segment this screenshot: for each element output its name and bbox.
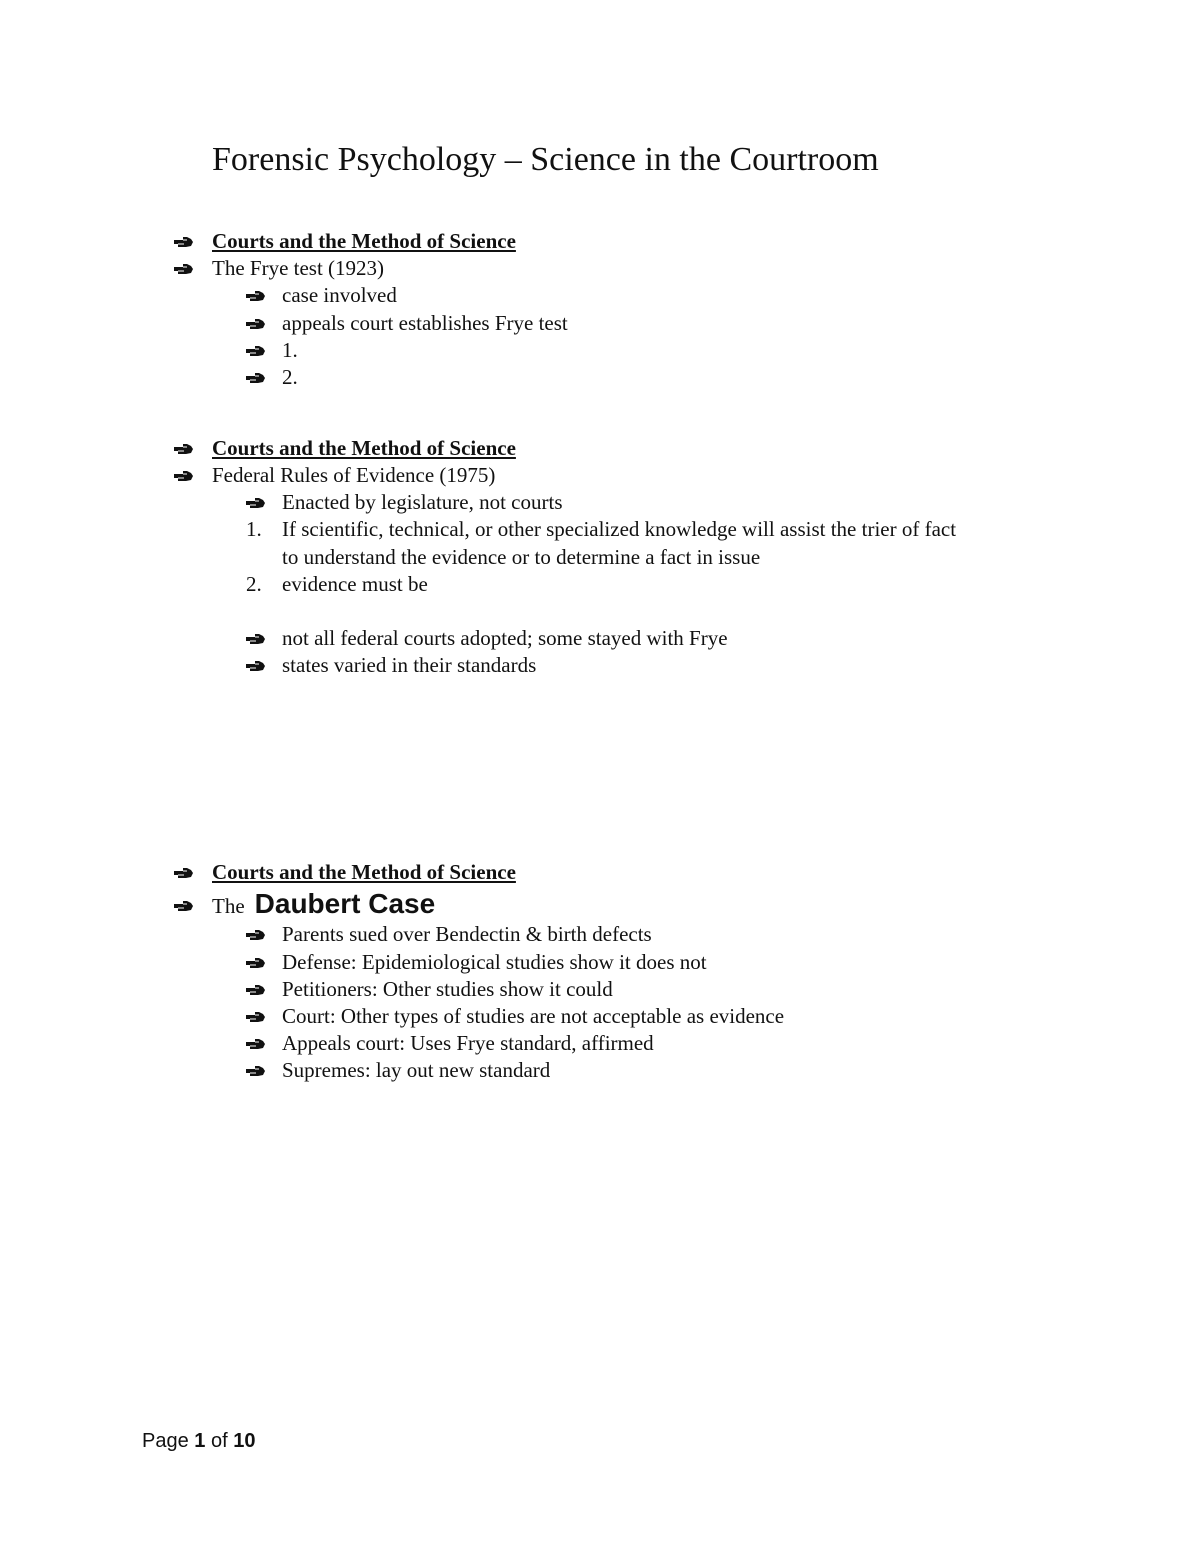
pointing-hand-icon	[246, 371, 266, 385]
pointing-hand-icon	[246, 659, 266, 673]
pointing-hand-icon	[246, 317, 266, 331]
item-number: 2.	[246, 572, 262, 596]
list-item: not all federal courts adopted; some stayed with Frye	[282, 625, 728, 652]
pointing-hand-icon	[246, 344, 266, 358]
pointing-hand-icon	[246, 1037, 266, 1051]
section-2-heading: Courts and the Method of Science	[212, 435, 516, 462]
pointing-hand-icon	[246, 1010, 266, 1024]
page-footer: Page 1 of 10	[142, 1430, 256, 1452]
section-3-heading: Courts and the Method of Science	[212, 859, 516, 886]
list-item: states varied in their standards	[282, 652, 536, 679]
pointing-hand-icon	[246, 983, 266, 997]
list-item: Appeals court: Uses Frye standard, affirmed	[282, 1030, 654, 1057]
page-total: 10	[233, 1430, 256, 1452]
list-item: Court: Other types of studies are not acceptable as evidence	[282, 1003, 784, 1030]
pointing-hand-icon	[174, 866, 194, 880]
list-item: Parents sued over Bendectin & birth defects	[282, 921, 652, 948]
list-item: Petitioners: Other studies show it could	[282, 976, 613, 1003]
item-number: 1.	[246, 517, 262, 541]
pointing-hand-icon	[246, 956, 266, 970]
list-item: case involved	[282, 282, 397, 309]
list-item: Supremes: lay out new standard	[282, 1057, 550, 1084]
numbered-item-continuation: to understand the evidence or to determine a fact in issue	[282, 545, 761, 569]
section-1-heading: Courts and the Method of Science	[212, 228, 516, 255]
document-title: Forensic Psychology – Science in the Courtroom	[212, 141, 879, 178]
pointing-hand-icon	[246, 928, 266, 942]
pointing-hand-icon	[174, 262, 194, 276]
pointing-hand-icon	[246, 496, 266, 510]
section-3-topic: The Daubert Case	[212, 890, 435, 920]
numbered-item: 1. If scientific, technical, or other specialized knowledge will assist the trier of fact	[246, 517, 957, 541]
pointing-hand-icon	[246, 289, 266, 303]
section-1-topic: The Frye test (1923)	[212, 255, 384, 282]
numbered-item: 2. evidence must be	[246, 572, 428, 596]
section-2-topic: Federal Rules of Evidence (1975)	[212, 462, 495, 489]
daubert-case-title: Daubert Case	[254, 888, 436, 919]
list-item: Defense: Epidemiological studies show it does not	[282, 949, 707, 976]
list-item: appeals court establishes Frye test	[282, 310, 568, 337]
pointing-hand-icon	[246, 1064, 266, 1078]
pointing-hand-icon	[174, 899, 194, 913]
pointing-hand-icon	[246, 632, 266, 646]
pointing-hand-icon	[174, 469, 194, 483]
list-item: 1.	[282, 337, 298, 364]
page-number: 1	[194, 1430, 206, 1452]
list-item: Enacted by legislature, not courts	[282, 489, 563, 516]
pointing-hand-icon	[174, 235, 194, 249]
pointing-hand-icon	[174, 442, 194, 456]
list-item: 2.	[282, 364, 298, 391]
